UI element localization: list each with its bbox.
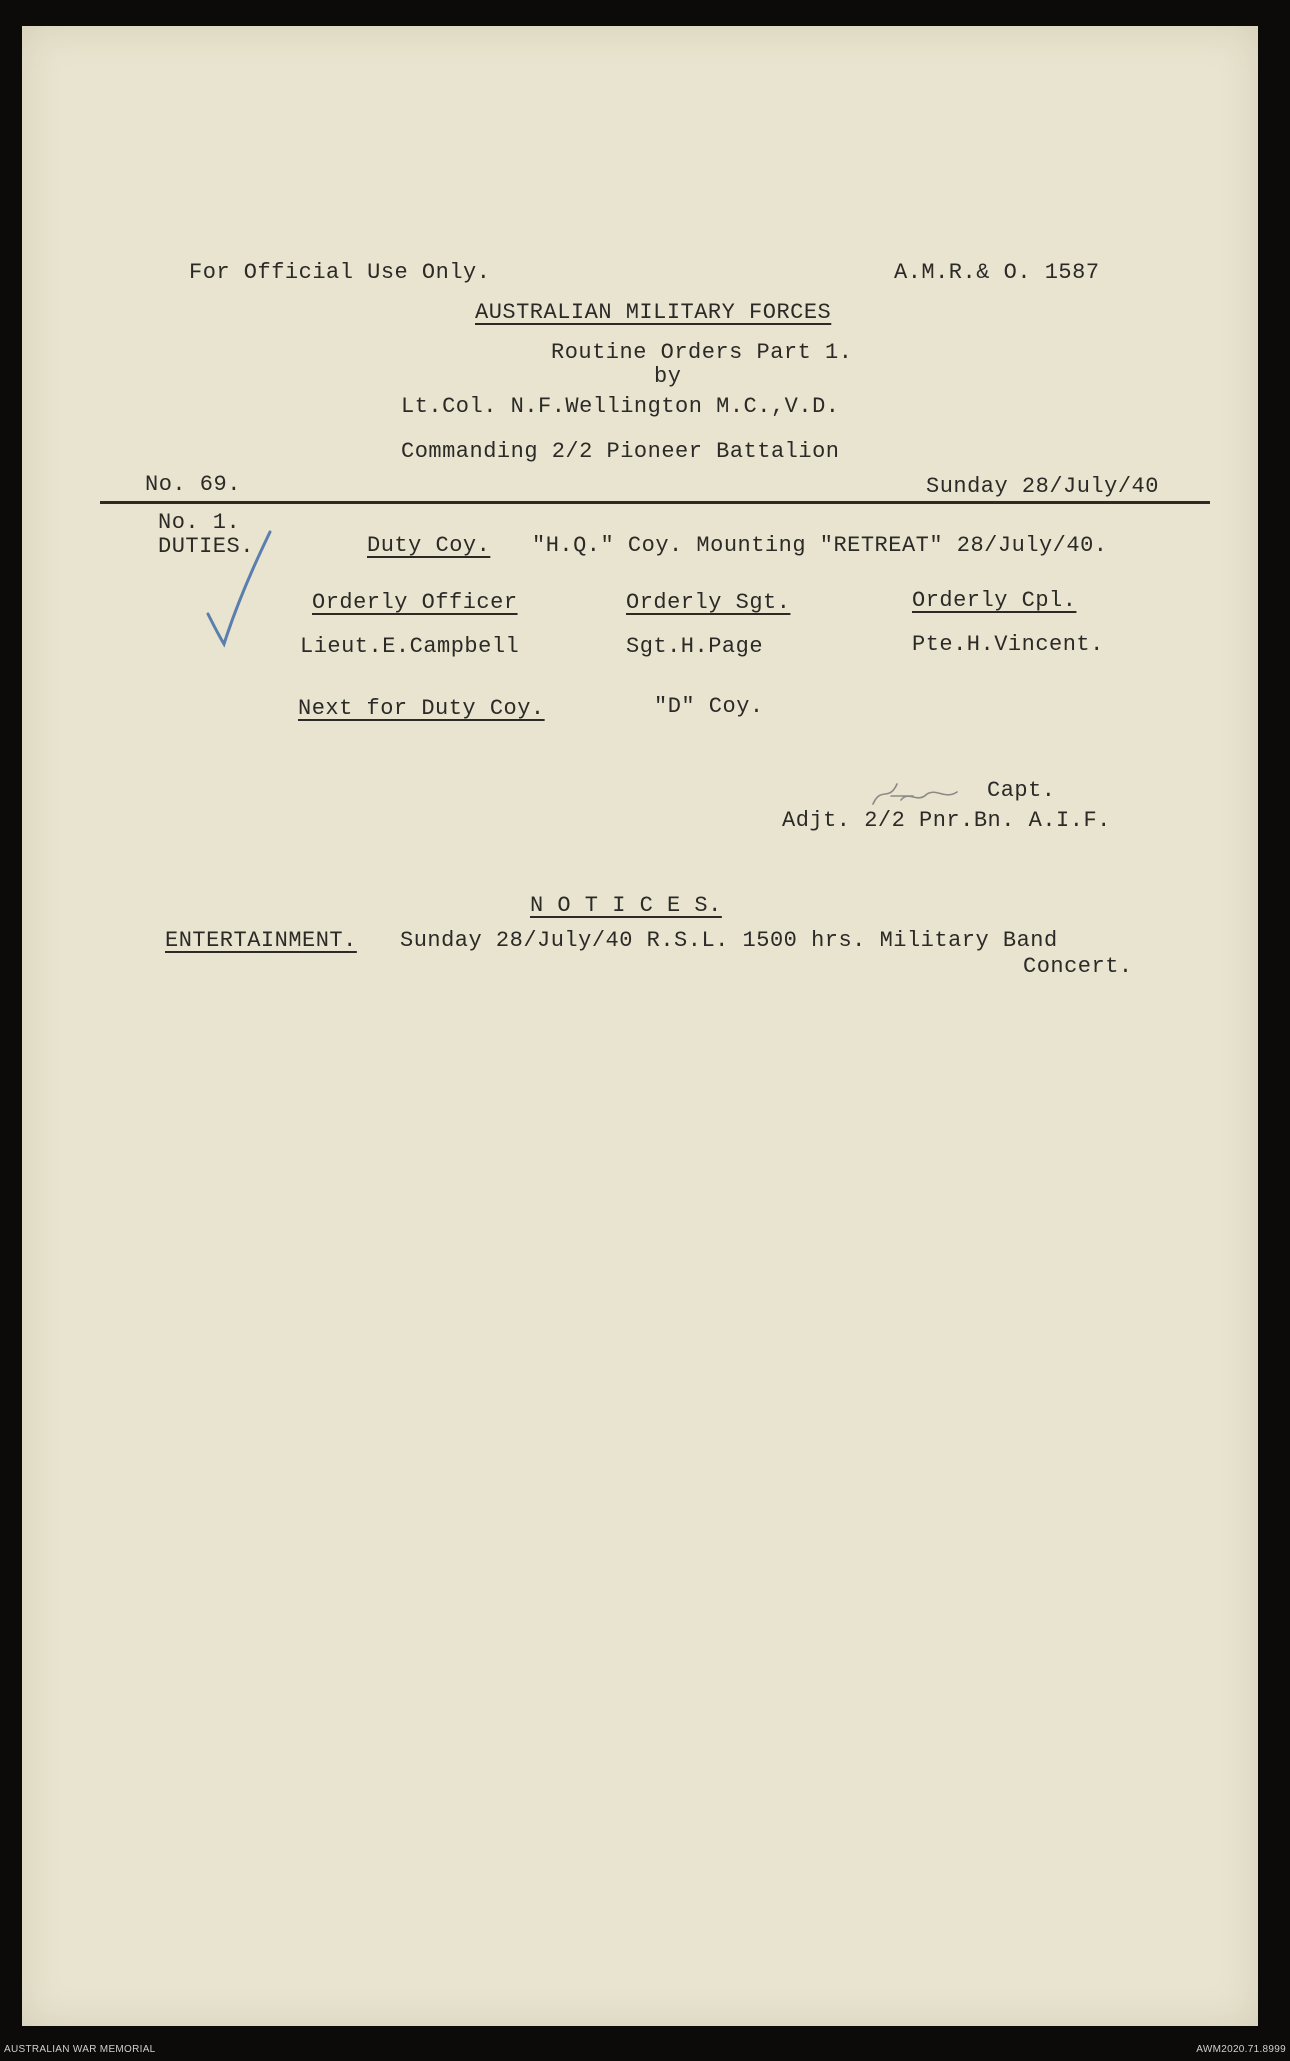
duty-coy-details: "H.Q." Coy. Mounting "RETREAT" 28/July/40. bbox=[532, 533, 1108, 558]
item-number: No. 1. bbox=[158, 510, 241, 535]
duty-coy-label: Duty Coy. bbox=[367, 533, 491, 558]
orderly-cpl-label: Orderly Cpl. bbox=[912, 588, 1077, 613]
organisation-heading: AUSTRALIAN MILITARY FORCES bbox=[475, 300, 832, 325]
footer-right: AWM2020.71.8999 bbox=[1196, 2044, 1286, 2055]
notices-heading: N O T I C E S. bbox=[530, 893, 722, 918]
header-rule bbox=[100, 501, 1210, 504]
official-use-text: For Official Use Only. bbox=[189, 260, 491, 285]
document-page bbox=[22, 26, 1258, 2026]
order-date: Sunday 28/July/40 bbox=[926, 474, 1159, 499]
orderly-officer-name: Lieut.E.Campbell bbox=[300, 634, 520, 659]
orderly-cpl-name: Pte.H.Vincent. bbox=[912, 632, 1104, 657]
footer-left: AUSTRALIAN WAR MEMORIAL bbox=[4, 2044, 156, 2055]
next-duty-coy-value: "D" Coy. bbox=[654, 694, 764, 719]
order-number: No. 69. bbox=[145, 472, 241, 497]
signature-title: Adjt. 2/2 Pnr.Bn. A.I.F. bbox=[782, 808, 1111, 833]
blue-tick-mark bbox=[192, 524, 282, 654]
entertainment-label: ENTERTAINMENT. bbox=[165, 928, 357, 953]
next-duty-coy-label: Next for Duty Coy. bbox=[298, 696, 545, 721]
orderly-sgt-label: Orderly Sgt. bbox=[626, 590, 791, 615]
entertainment-text: Sunday 28/July/40 R.S.L. 1500 hrs. Military Band bbox=[400, 928, 1058, 953]
commanding-officer: Lt.Col. N.F.Wellington M.C.,V.D. bbox=[401, 394, 840, 419]
entertainment-text-continued: Concert. bbox=[1023, 954, 1133, 979]
reference-number: A.M.R.& O. 1587 bbox=[894, 260, 1100, 285]
routine-orders-title: Routine Orders Part 1. bbox=[551, 340, 853, 365]
item-title: DUTIES. bbox=[158, 534, 254, 559]
command-unit: Commanding 2/2 Pioneer Battalion bbox=[401, 439, 840, 464]
by-text: by bbox=[654, 364, 682, 389]
orderly-sgt-name: Sgt.H.Page bbox=[626, 634, 764, 659]
signature-rank: Capt. bbox=[987, 778, 1056, 803]
orderly-officer-label: Orderly Officer bbox=[312, 590, 518, 615]
